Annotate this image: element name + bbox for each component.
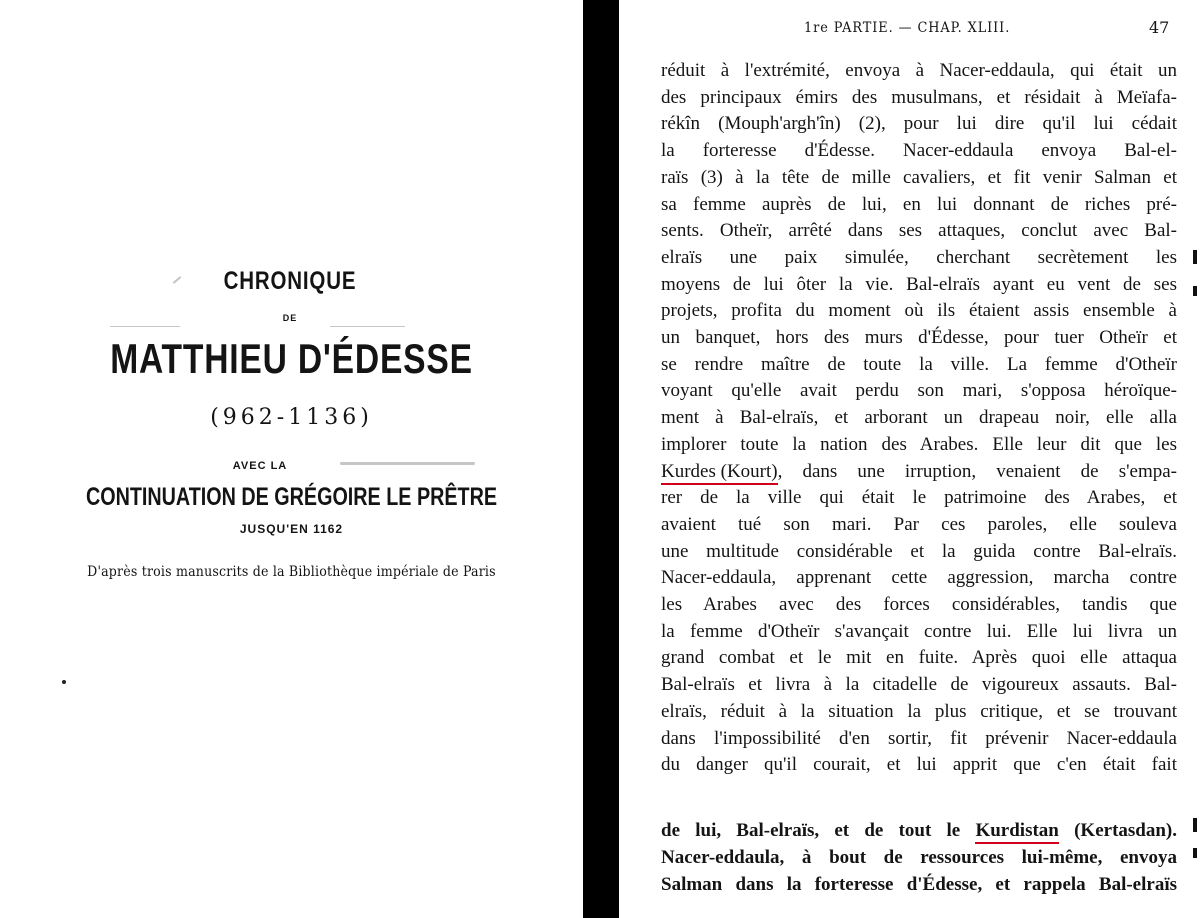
page-number: 47 [1149,18,1170,37]
text-line: sents. Otheïr, arrêté dans ses attaques, conclut avec Bal- [661,220,1177,242]
text-line: raïs (3) à la tête de mille cavaliers, et fit venir Salman et [661,166,1177,188]
text-line: rer de la ville qui était le patrimoine des Arabes, et [661,487,1177,509]
text-line: elraïs une paix simulée, cherchant secrètement les [661,246,1177,268]
edge-mark [1193,250,1197,264]
smudge-mark [110,326,180,327]
underlined-term-kurdistan: Kurdistan [975,820,1058,844]
text-line: les Arabes avec des forces considérables, tandis que [661,594,1177,615]
running-head: 1re PARTIE. — CHAP. XLIII. [804,20,1011,36]
text-line: projets, profita du moment où ils étaient assis ensemble à [661,300,1177,322]
text-line: du danger qu'il courait, et lui apprit que c'en était fait [661,754,1177,776]
text-line: dans l'impossibilité d'en sortir, fit prévenir Nacer-eddaula [661,727,1177,749]
text-line: un banquet, hors des murs d'Édesse, pour tuer Otheïr et [661,327,1177,348]
smudge-mark [340,462,475,465]
title-chronique: CHRONIQUE [223,267,357,295]
text-line: se rendre maître de toute la ville. La femme d'Otheïr [661,353,1177,375]
text-page [619,0,1200,918]
edge-mark [1193,848,1197,858]
text-line: Salman dans la forteresse d'Édesse, et rappela Bal-elraïs [661,874,1177,895]
text-line: elraïs, réduit à la situation la plus critique, et se trouvant [661,700,1177,722]
text-line-rest: , dans une irruption, venaient de s'empa- [777,460,1177,482]
text-line: moyens de lui ôter la vie. Bal-elraïs ayant eu vent de ses [661,273,1177,295]
continuation-title: CONTINUATION DE GRÉGOIRE LE PRÊTRE [85,483,498,511]
text-line: des principaux émirs des musulmans, et résidait à Meïafa- [661,86,1177,108]
text-line: grand combat et le mit en fuite. Après quoi elle attaqua [661,647,1177,669]
text-line: rékîn (Mouph'argh'în) (2), pour lui dire qu'il lui cédait [661,113,1177,135]
edge-mark [1193,286,1197,296]
title-page [0,0,583,918]
underlined-term-kurdes: Kurdes (Kourt) [661,461,778,485]
text-line: implorer toute la nation des Arabes. Elle leur dit que les [661,433,1177,455]
text-line: ment à Bal-elraïs, et arborant un drapeau noir, elle alla [661,407,1177,429]
text-line-kurdistan [661,818,1177,845]
text-line: Nacer-eddaula, à bout de ressources lui-même, envoya [661,847,1177,868]
text-line: réduit à l'extrémité, envoya à Nacer-eddaula, qui était un [661,60,1177,81]
text-line-kurdes [661,459,1177,486]
source-note: D'après trois manuscrits de la Bibliothèque impériale de Paris [87,564,496,580]
text-line-before: de lui, Bal-elraïs, et de tout le [661,820,976,841]
text-line: la forteresse d'Édesse. Nacer-eddaula envoya Bal-el- [661,140,1177,162]
continuation-end-date: JUSQU'EN 1162 [239,522,344,536]
text-line: voyant qu'elle avait perdu son mari, s'opposa héroïque- [661,380,1177,402]
text-line: une multitude considérable et la guida contre Bal-elraïs. [661,540,1177,562]
text-line-after: (Kertasdan). [1058,820,1177,841]
smudge-mark [330,326,405,327]
ink-dot [62,680,66,684]
date-range: (962-1136) [210,405,373,430]
text-line: la femme d'Otheïr s'avançait contre lui. Elle lui livra un [661,620,1177,642]
author-name: MATTHIEU D'ÉDESSE [110,335,473,382]
title-avec-la: AVEC LA [232,460,288,472]
edge-mark [1193,818,1197,832]
text-line: Bal-elraïs et livra à la citadelle de vigoureux assauts. Bal- [661,674,1177,696]
text-line: Nacer-eddaula, apprenant cette aggression, marcha contre [661,567,1177,589]
text-line: sa femme auprès de lui, en lui donnant de riches pré- [661,193,1177,215]
title-de: DE [282,313,298,323]
text-line: avaient tué son mari. Par ces paroles, elle souleva [661,513,1177,535]
page-gutter [583,0,619,918]
